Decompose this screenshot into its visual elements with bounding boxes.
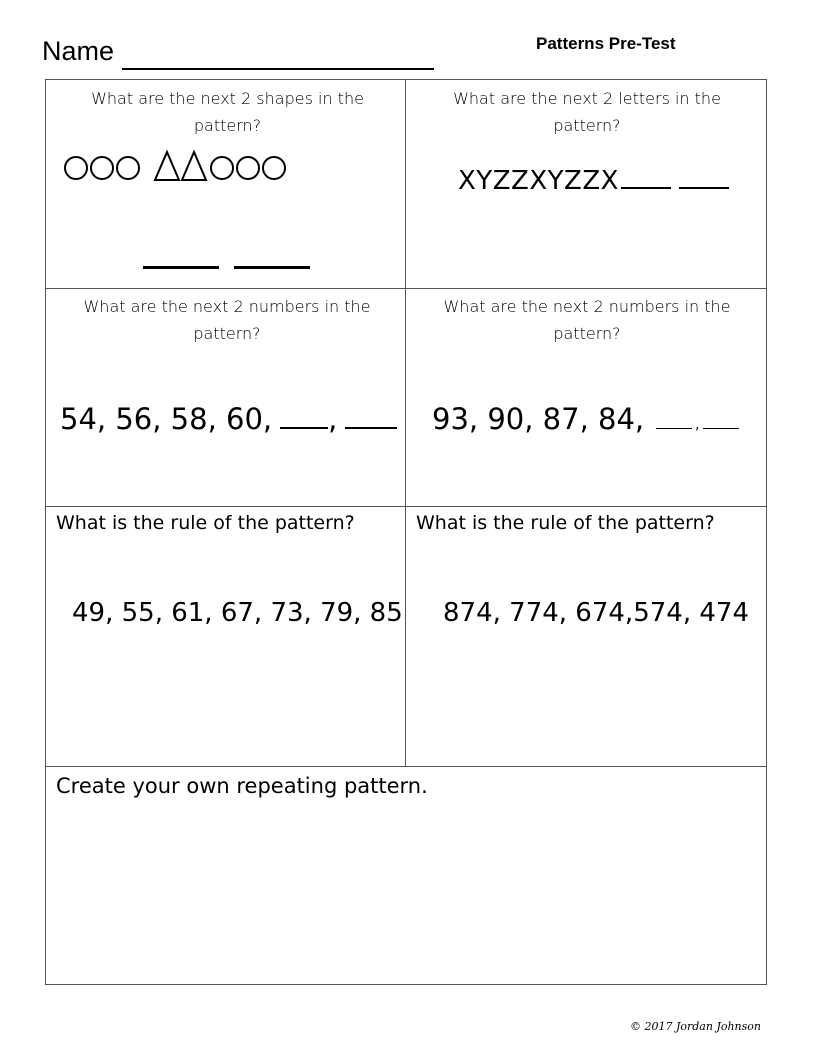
grid-divider-row-2	[46, 506, 766, 507]
q2-answer-blank-1[interactable]	[621, 187, 671, 189]
name-field[interactable]	[122, 68, 434, 70]
q4-sequence: 93, 90, 87, 84,	[432, 402, 645, 436]
q3-answer-blank-1[interactable]	[280, 427, 328, 429]
q1-answer-blank-1[interactable]	[143, 266, 219, 269]
name-label: Name	[42, 36, 115, 66]
q4-prompt: What are the next 2 numbers in the pattern?	[443, 297, 731, 343]
circle-icon	[211, 157, 233, 179]
q3-sequence: 54, 56, 58, 60,	[60, 402, 273, 436]
circle-icon	[263, 157, 285, 179]
q5-prompt: What is the rule of the pattern?	[56, 512, 355, 534]
circle-icon	[117, 157, 139, 179]
q3-prompt: What are the next 2 numbers in the pattern?	[83, 297, 371, 343]
q1-answer-blank-2[interactable]	[234, 266, 310, 269]
copyright-notice: © 2017 Jordan Johnson	[629, 1020, 761, 1033]
grid-divider-vertical	[405, 80, 406, 766]
triangle-icon	[182, 152, 206, 180]
q2-sequence: XYZZXYZZX	[458, 166, 619, 196]
q6-sequence: 874, 774, 674,574, 474	[443, 598, 749, 628]
triangle-icon	[155, 152, 179, 180]
q1-prompt: What are the next 2 shapes in the pattern?	[91, 89, 364, 135]
circle-icon	[65, 157, 87, 179]
q5-sequence: 49, 55, 61, 67, 73, 79, 85	[72, 598, 403, 628]
q2-answer-area	[458, 166, 729, 196]
q2-answer-blank-2[interactable]	[679, 187, 729, 189]
grid-divider-row-3	[46, 766, 766, 767]
q3-separator: ,	[328, 402, 338, 436]
q4-answer-area	[432, 402, 739, 436]
q6-prompt: What is the rule of the pattern?	[416, 512, 715, 534]
q3-answer-area	[60, 402, 397, 436]
page-title: Patterns Pre-Test	[536, 34, 676, 53]
q1-shape-pattern	[62, 150, 302, 186]
circle-icon	[237, 157, 259, 179]
q7-prompt: Create your own repeating pattern.	[56, 774, 428, 798]
q7-answer-area[interactable]	[50, 810, 760, 978]
q4-answer-blank-2[interactable]	[703, 428, 739, 429]
shape-pattern-svg	[62, 150, 294, 182]
q4-answer-blank-1[interactable]	[656, 428, 692, 429]
q3-answer-blank-2[interactable]	[345, 427, 397, 429]
circle-icon	[91, 157, 113, 179]
q4-separator: ,	[695, 417, 700, 433]
q2-prompt: What are the next 2 letters in the pattern?	[453, 89, 721, 135]
grid-divider-row-1	[46, 288, 766, 289]
